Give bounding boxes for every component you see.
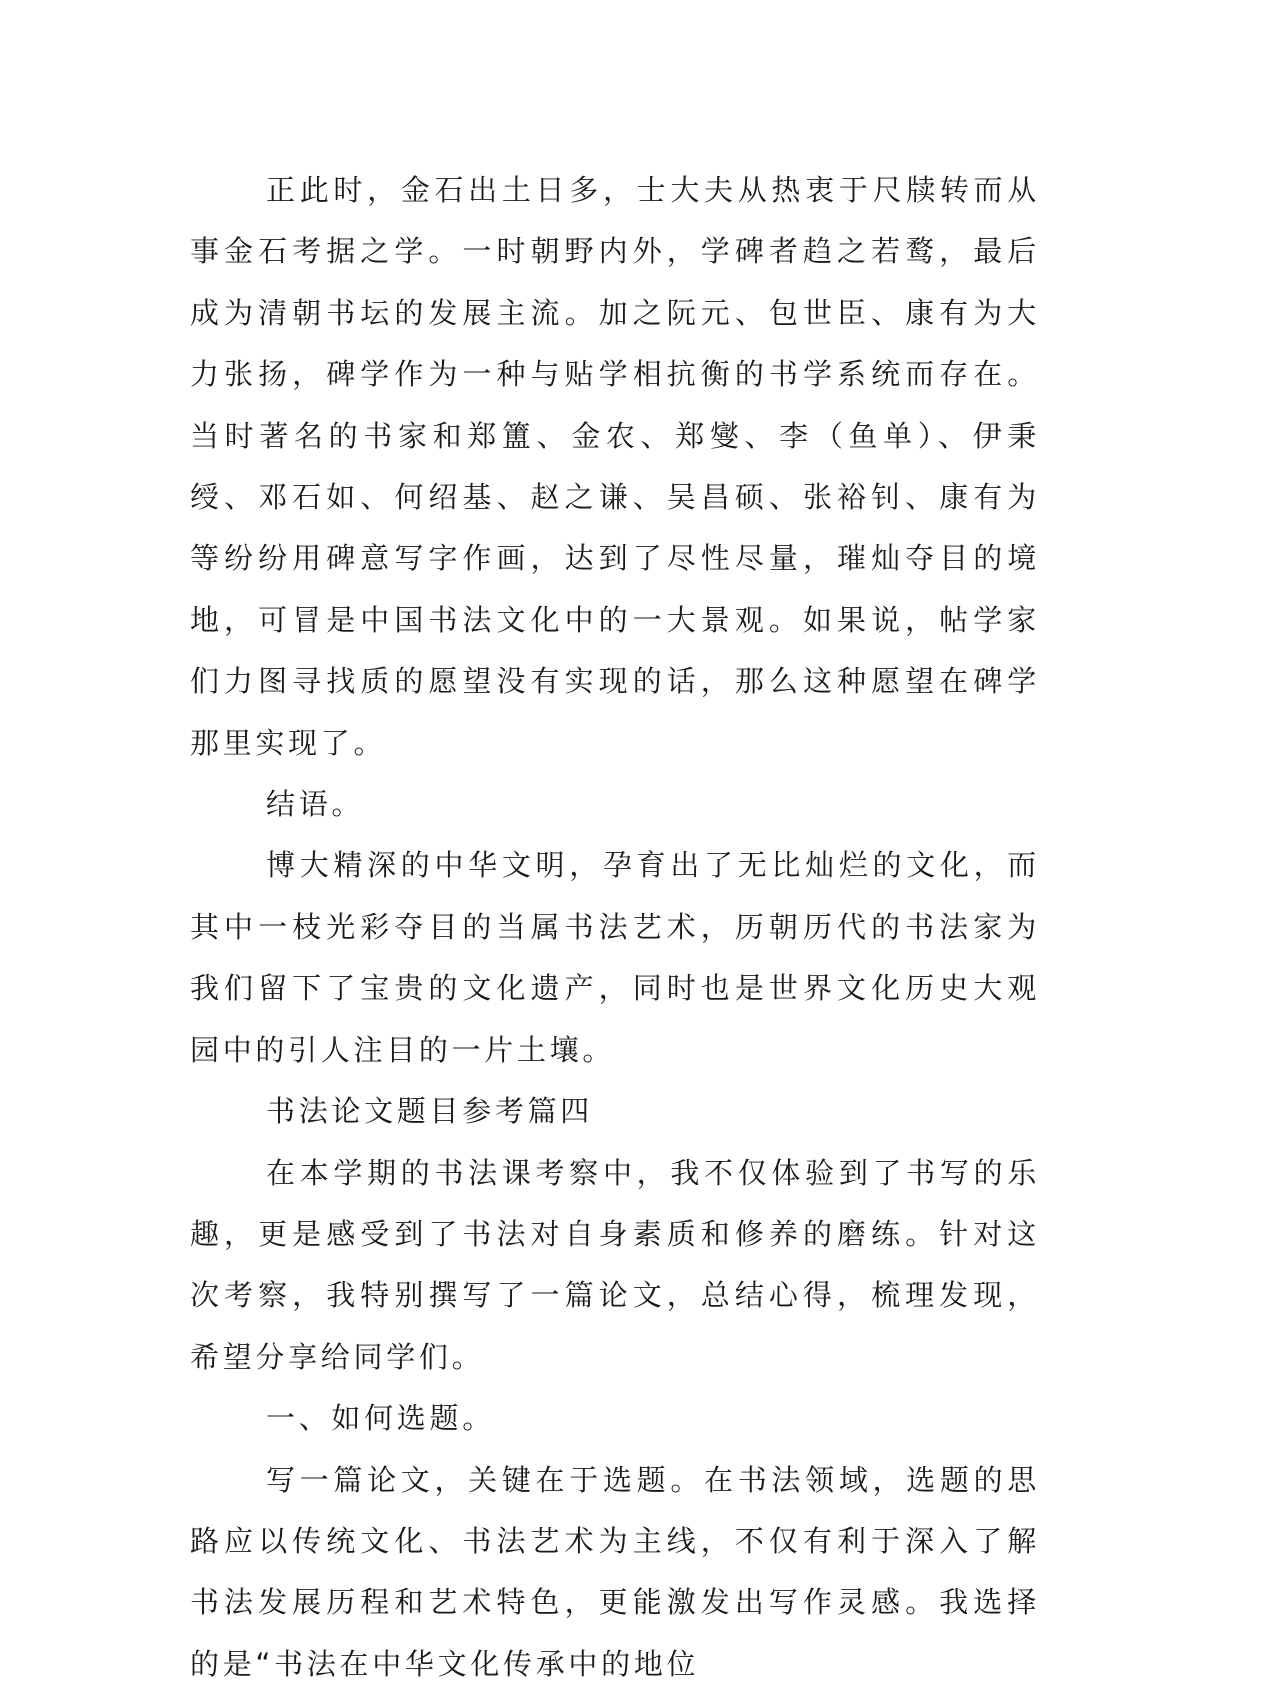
paragraph-topic-selection: 写一篇论文，关键在于选题。在书法领域，选题的思路应以传统文化、书法艺术为主线，不仅有利于深入了解书法发展历程和艺术特色，更能激发出写作灵感。我选择的是“书法在中华文化传承中的地位 bbox=[190, 1462, 1040, 1681]
paragraph-course-intro: 在本学期的书法课考察中，我不仅体验到了书写的乐趣，更是感受到了书法对自身素质和修养的磨练。针对这次考察，我特别撰写了一篇论文，总结心得，梳理发现，希望分享给同学们。 bbox=[190, 1155, 1040, 1374]
heading-how-to-choose-topic: 一、如何选题。 bbox=[266, 1401, 495, 1436]
paragraph-conclusion-body: 博大精深的中华文明，孕育出了无比灿烂的文化，而其中一枝光彩夺目的当属书法艺术，历朝历代的书法家为我们留下了宝贵的文化遗产，同时也是世界文化历史大观园中的引人注目的一片土壤。 bbox=[190, 848, 1040, 1067]
heading-section-four: 书法论文题目参考篇四 bbox=[266, 1094, 594, 1129]
paragraph-stele-study: 正此时，金石出土日多，士大夫从热衷于尺牍转而从事金石考据之学。一时朝野内外，学碑者趋之若鹜，最后成为清朝书坛的发展主流。加之阮元、包世臣、康有为大力张扬，碑学作为一种与贴学相抗衡的书学系统而存在。当时著名的书家和郑簠、金农、郑燮、李（鱼单）、伊秉绶、邓石如、何绍基、赵之谦、吴昌硕、张裕钊、康有为等纷纷用碑意写字作画，达到了尽性尽量，璀灿夺目的境地，可冒是中国书法文化中的一大景观。如果说，帖学家们力图寻找质的愿望没有实现的话，那么这种愿望在碑学那里实现了。 bbox=[190, 173, 1040, 760]
document-body bbox=[190, 160, 1040, 1695]
heading-conclusion: 结语。 bbox=[266, 787, 365, 822]
